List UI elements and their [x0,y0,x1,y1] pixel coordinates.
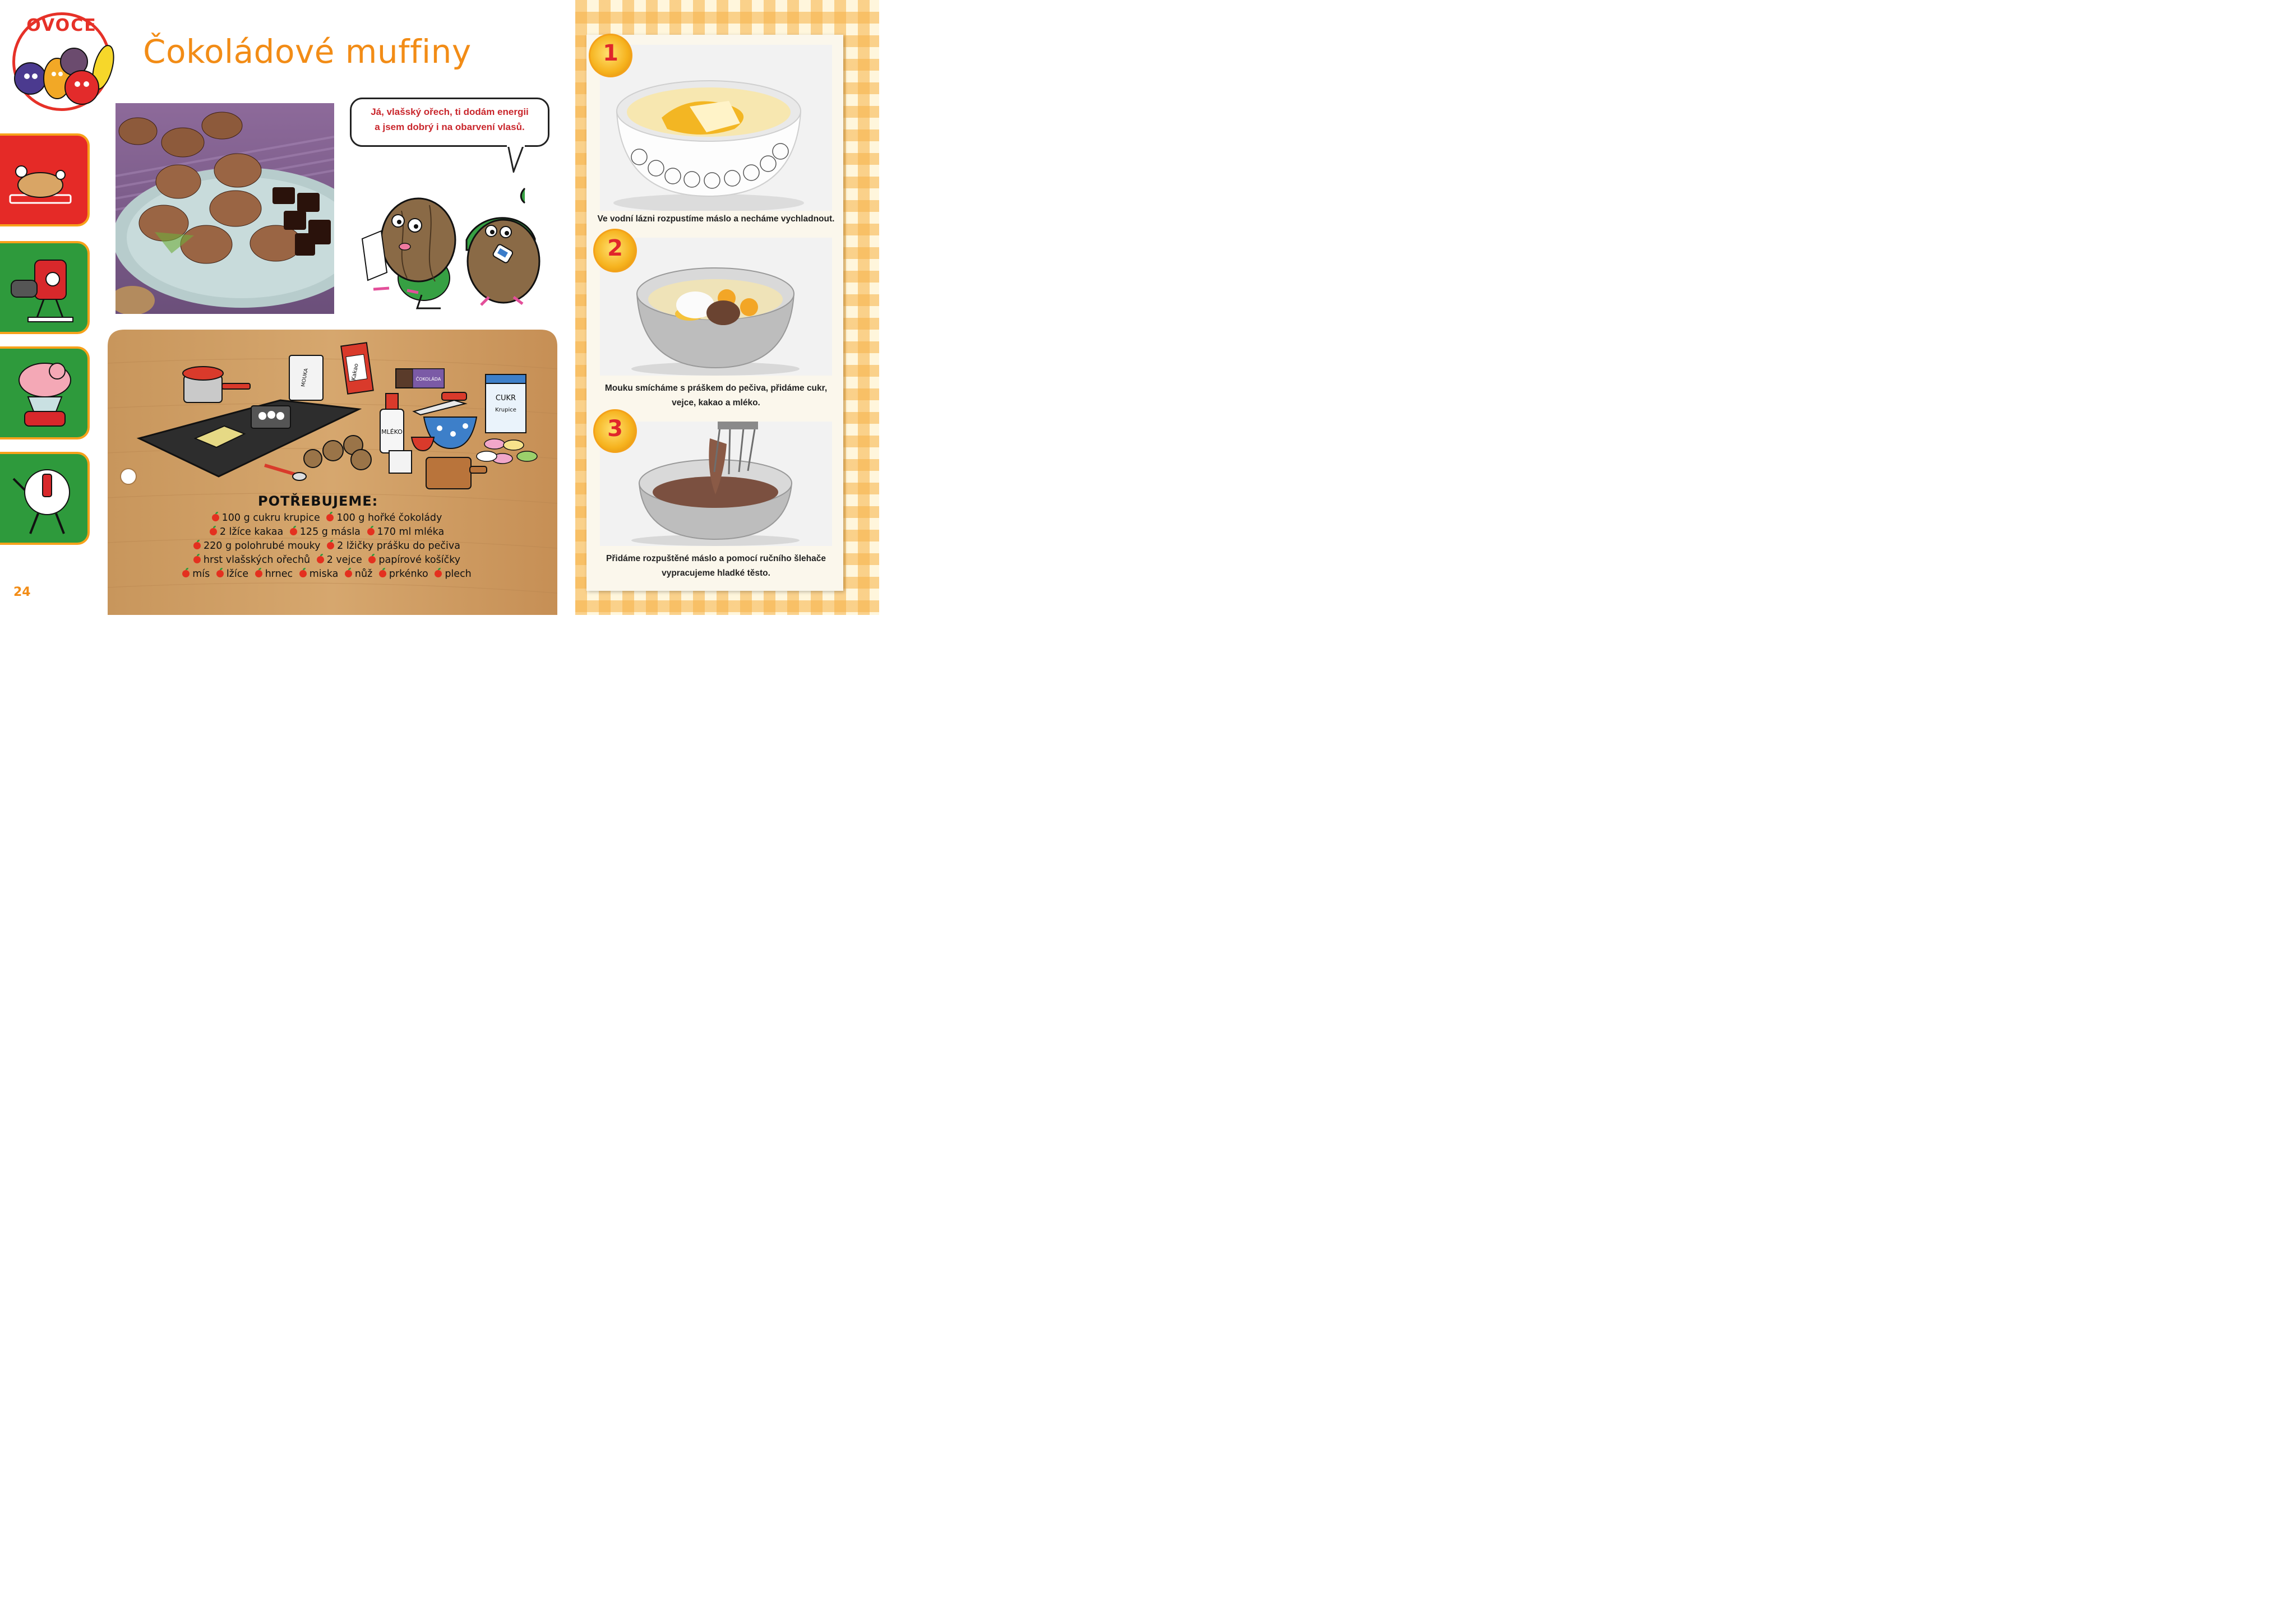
apple-bullet-icon [290,528,297,535]
flour-label: MOUKA [301,368,309,387]
hand-mixer-character-icon [8,254,81,327]
step-2-caption-line: Mouku smícháme s práškem do pečiva, přidáme cukr, [604,383,828,393]
kitchen-items-illustration [135,339,544,491]
sidebar-tab-roast[interactable] [0,133,90,226]
sidebar-tab-mixer[interactable] [0,241,90,334]
equipment-item: prkénko [389,568,428,580]
page-title: Čokoládové muffiny [143,33,472,71]
equipment-item: nůž [354,568,373,580]
step-1-photo [600,45,832,211]
step-3-number: 3 [607,416,623,442]
speech-line-1: Já, vlašský ořech, ti dodám energii [371,107,529,117]
apple-bullet-icon [367,528,375,535]
ingredients-line-3 [140,540,510,552]
apple-bullet-icon [317,556,324,563]
step-2-caption-line: vejce, kakao a mléko. [672,398,760,408]
ingredient: 2 lžíce kakaa [219,526,284,538]
step-1-caption [594,212,838,226]
apple-bullet-icon [299,570,307,577]
ingredient: hrst vlašských ořechů [203,554,311,566]
ingredient: 100 g cukru krupice [221,512,320,524]
sugar-label: CUKR [495,394,516,402]
pig-on-scale-icon [11,358,78,431]
kitchen-timer-character-icon [10,462,83,540]
equipment-item: lžíce [226,568,249,580]
apple-bullet-icon [182,570,190,577]
apple-bullet-icon [255,570,262,577]
step-3-caption [594,552,838,581]
apple-bullet-icon [193,542,201,549]
sidebar-tab-scale[interactable] [0,346,90,439]
step-2-number: 2 [607,235,623,261]
ingredient: 2 vejce [326,554,362,566]
ingredient: papírové košíčky [378,554,461,566]
step-1-number: 1 [603,40,618,66]
speech-bubble-tail [505,145,527,173]
step-3-caption-line: Přidáme rozpuštěné máslo a pomocí ručního šlehače [606,554,826,563]
milk-label: MLÉKO [381,428,403,436]
muffins-photo [116,103,334,314]
ingredient: 100 g hořké čokolády [336,512,442,524]
walnut-characters-illustration [357,177,558,312]
equipment-item: mís [192,568,210,580]
ingredient: 220 g polohrubé mouky [203,540,321,552]
ingredient: 125 g másla [299,526,361,538]
sidebar-tab-timer[interactable] [0,452,90,545]
apple-bullet-icon [193,556,201,563]
apple-bullet-icon [368,556,376,563]
ingredients-line-4 [140,554,510,566]
apple-bullet-icon [210,528,217,535]
step-1-caption-line: Ve vodní lázni rozpustíme máslo a necháme vychladnout. [597,214,835,224]
apple-bullet-icon [345,570,352,577]
apple-bullet-icon [216,570,224,577]
sugar-type-label: Krupice [495,407,516,413]
speech-line-2: a jsem dobrý i na obarvení vlasů. [375,122,525,132]
chocolate-label: ČOKOLÁDA [415,377,441,382]
ingredients-line-2 [140,526,510,538]
equipment-line [140,568,510,580]
cocoa-label: Kakao [350,363,360,381]
ingredient: 2 lžičky prášku do pečiva [337,540,460,552]
equipment-item: plech [445,568,472,580]
equipment-item: hrnec [265,568,293,580]
logo-label: OVOCE [26,16,97,35]
step-2-caption [594,381,838,410]
page-number: 24 [13,585,31,599]
ingredient: 170 ml mléka [377,526,445,538]
apple-bullet-icon [326,514,334,521]
speech-bubble-text [353,104,546,135]
ingredients-line-1 [140,512,510,524]
apple-bullet-icon [327,542,334,549]
roast-chicken-on-tray-icon [7,158,74,214]
step-3-caption-line: vypracujeme hladké těsto. [662,568,770,578]
apple-bullet-icon [379,570,386,577]
fruit-characters-icon [8,34,120,107]
ingredients-heading: POTŘEBUJEME: [258,493,378,509]
equipment-item: miska [309,568,339,580]
apple-bullet-icon [435,570,442,577]
apple-bullet-icon [212,514,219,521]
